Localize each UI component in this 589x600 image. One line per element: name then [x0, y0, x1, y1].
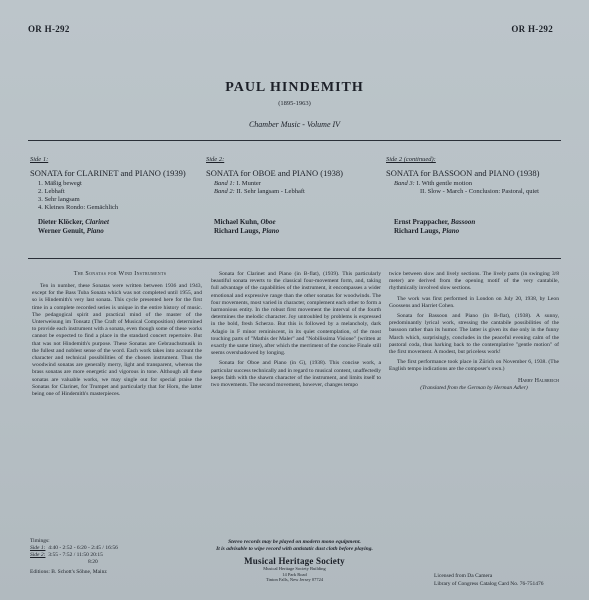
album-subtitle: Chamber Music - Volume IV	[248, 120, 341, 129]
notes-paragraph: twice between slow and lively sections. The lively parts (in swinging 3/8 meter) are derived from the opening motif of the very cantabile, rhythmically involved slow sections.	[389, 271, 559, 292]
program-column-side1	[30, 156, 210, 236]
catalog-number-left: OR H-292	[28, 24, 70, 34]
catalog-number-right: OR H-292	[511, 24, 553, 34]
performers	[394, 218, 566, 236]
work-title: SONATA for OBOE and PIANO (1938)	[206, 168, 343, 178]
side-label: Side 1:	[30, 156, 49, 163]
label-logo: Musical Heritage Society Musical Heritage Society Building 14 Park Road Tinton Falls, New Jersey 07724	[234, 556, 355, 583]
performers	[38, 218, 210, 236]
licence-block: Licensed from Da Camera Library of Congress Catalog Card No. 76-751476	[434, 573, 544, 587]
side-label: Side 2:	[206, 156, 225, 163]
program-column-side2	[206, 156, 386, 236]
composer-years: (1895-1963)	[278, 100, 311, 107]
performer: Werner Genuit, Piano	[38, 227, 104, 235]
work-title: SONATA for CLARINET and PIANO (1939)	[30, 168, 186, 178]
composer-name: PAUL HINDEMITH	[225, 80, 364, 95]
movement-item: 4. Kleines Rondo: Gemächlich	[38, 204, 119, 211]
stereo-notice: Stereo records may be played on modern mono equipment. It is advisable to wipe record with antistatic dust cloth before playing.	[216, 539, 373, 552]
program-column-side2-continued	[386, 156, 566, 236]
author-signature: Harry Halbreich	[517, 377, 559, 384]
timings-side2: Side 2: 3:55 - 7:52 / 11:50 20:15	[30, 552, 103, 558]
top-divider	[28, 140, 561, 141]
timings-side1: Side 1: 4:40 - 2:52 - 6:20 - 2:45 / 16:56	[30, 545, 118, 551]
band-item: II. Slow - March - Conclusion: Pastoral, quiet	[420, 188, 539, 195]
notes-column-1	[32, 283, 202, 401]
band-item: Band 3: I. With gentle motion	[394, 180, 472, 187]
notes-paragraph: The first performance took place in Zürich on November 6, 1938. (The English tempo indications are the composer's own.)	[389, 359, 559, 373]
notes-heading: The Sonatas for Wind Instruments	[73, 271, 167, 277]
work-title: SONATA for BASSOON and PIANO (1938)	[386, 168, 540, 178]
timings-block	[30, 538, 118, 576]
label-name: Musical Heritage Society	[244, 556, 345, 566]
movement-item: 1. Mäßig bewegt	[38, 180, 82, 187]
notes-paragraph: Sonata for Bassoon and Piano (in B-flat), (1938). A sunny, predominantly lyrical work, stressing the cantabile possibilities of the bassoon rather than its humor. The latter is given its due only in the funny March which, surprisingly, concludes in the peaceful evening calm of the pastoral coda, thus harking back to the contemplative "gentle motion" of the first movement. A modest, but priceless work!	[389, 313, 559, 356]
performer: Richard Laugs, Piano	[214, 227, 280, 235]
movement-item: 3. Sehr langsam	[38, 196, 80, 203]
timings-label: Timings:	[30, 538, 50, 544]
performer: Richard Laugs, Piano	[394, 227, 460, 235]
notes-paragraph: Sonata for Clarinet and Piano (in B-flat), (1939). This particularly beautiful sonata reverts to the classical four-movement form, and, taking full advantage of the capabilities of the instrument, it encompasses a wider emotional and expressive range than the other sonatas for woodwinds. The four movements, most varied in character, complement each other to form a harmonious entity. In the robust first movement the interval of the fourth determines the melodic character. Joy untroubled by problems is expressed in the bold, fresh Scherzo. But this is followed by a melancholy, dark Adagio in F minor reminiscent, in its quiet contemplation, of the most touching parts of "Mathis der Maler" and "Nobilissima Visione" (written at exactly the same time), after which the merriment of the concise Finale still seems overshadowed by longing.	[211, 271, 381, 357]
editions-credit: Editions: B. Schott's Söhne, Mainz	[30, 569, 107, 575]
performers	[214, 218, 386, 236]
translation-credit: (Translated from the German by Herman Adler)	[420, 384, 528, 391]
performer: Dieter Klöcker, Clarinet	[38, 218, 109, 226]
timings-side2-b: 8:20	[88, 559, 98, 565]
notes-column-2	[211, 271, 381, 392]
mid-divider	[28, 258, 561, 259]
notes-paragraph: Ten in number, these Sonatas were written between 1936 and 1943, except for the Bass Tuba Sonata which was not completed until 1955, and so is Hindemith's very last sonata. This cycle presented here for the first time in a complete recorded series is unique in the entire history of music. The pedagogical spirit and practical mind of the master of the Unterweisung im Tonsatz (The Craft of Musical Composition) determined to provide each instrument with a sonata, even though some of these works cannot be expected to find a place in the standard concert repertoire. But that was not Hindemith's purpose. These Sonatas are Gebrauchsmusik in the fullest and noblest sense of the word. Each work takes into account the character and technical possibilities of the chosen instrument. Thus the woodwind sonatas are generally merry, light and transparent, whereas the brass sonatas are more energetic and vigorous in tone. Although all these sonatas are valuable works, we may single out for special praise the Sonatas for Clarinet, for Trumpet and particularly that for Horn, the latter being one of Hindemith's masterpieces.	[32, 283, 202, 398]
side-label: Side 2 (continued):	[386, 156, 436, 163]
notes-paragraph: Sonata for Oboe and Piano (in G), (1938). This concise work, a particular success technically and in regard to musical content, unaffectedly keeps faith with the shawm character of the instrument, and limits itself to two movements. The second movement, however, changes tempo	[211, 360, 381, 389]
notes-paragraph: The work was first performed in London on July 20, 1938, by Leon Goossens and Harriet Cohen.	[389, 295, 559, 309]
notes-column-3	[389, 271, 559, 392]
band-item: Band 2: II. Sehr langsam - Lebhaft	[214, 188, 305, 195]
movement-item: 2. Lebhaft	[38, 188, 65, 195]
performer: Ernst Prappacher, Bassoon	[394, 218, 476, 226]
performer: Michael Kuhn, Oboe	[214, 218, 276, 226]
band-item: Band 1: I. Munter	[214, 180, 261, 187]
